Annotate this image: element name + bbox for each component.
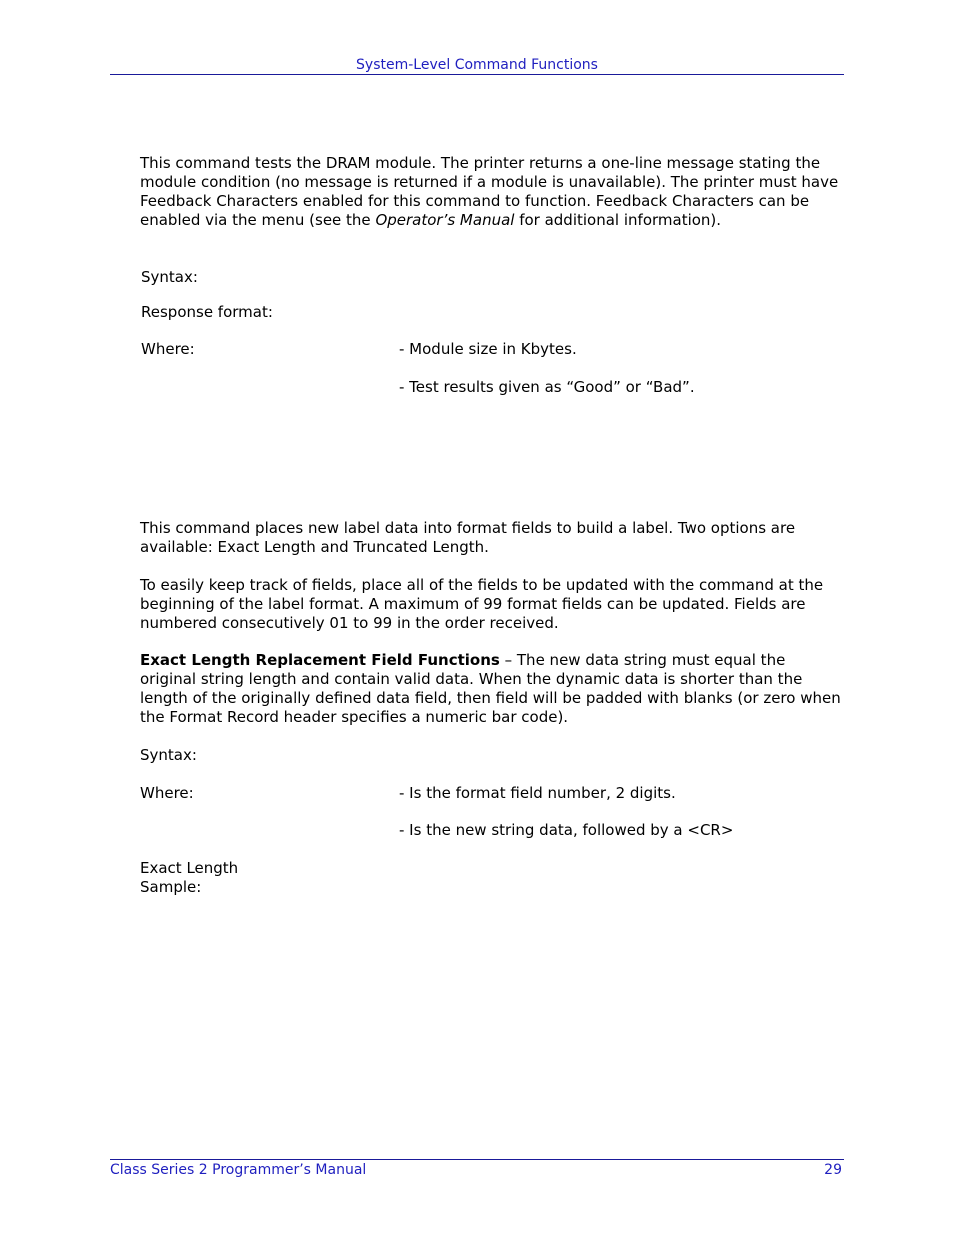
replacement-field-intro: This command places new label data into format fields to build a label. Two options are available: Exact Length and Truncated Length.	[140, 519, 796, 556]
syntax-label-2: Syntax:	[140, 746, 197, 764]
sample-label-line-1: Exact Length	[140, 859, 239, 877]
operators-manual-reference: Operator’s Manual	[375, 211, 515, 229]
page-number: 29	[824, 1162, 842, 1178]
footer-manual-title: Class Series 2 Programmer’s Manual	[110, 1162, 367, 1178]
where-item-field-number: - Is the format field number, 2 digits.	[399, 784, 676, 802]
where-label: Where:	[141, 340, 195, 358]
dram-test-description	[140, 154, 844, 230]
response-format-label: Response format:	[141, 303, 273, 321]
where-item-string-data: - Is the new string data, followed by a <CR>	[399, 821, 734, 839]
where-label-2: Where:	[140, 784, 194, 802]
where-item-module-size: - Module size in Kbytes.	[399, 340, 577, 358]
field-tracking-paragraph: To easily keep track of fields, place all of the fields to be updated with the command at the beginning of the label format. A maximum of 99 format fields can be updated. Fields are numbered consecutively 01 to 99 in the order received.	[140, 576, 824, 632]
where-item-test-results: - Test results given as “Good” or “Bad”.	[399, 378, 695, 396]
exact-length-description: – The new data string must equal the original string length and contain valid data. When the dynamic data is shorter than the length of the originally defined data field, then field will be padded with blanks (or zero when the Format Record header specifies a numeric bar code).	[140, 651, 841, 726]
exact-length-sample-label	[140, 859, 238, 897]
sample-label-line-2: Sample:	[140, 878, 202, 896]
dram-desc-part-b: for additional information).	[514, 211, 722, 229]
dram-desc-part-a: This command tests the DRAM module. The printer returns a one-line message stating the module condition (no message is returned if a module is unavailable). The printer must have Feedback Characters enabled for this command to function. Feedback Characters can be enabled via the menu (see the	[140, 154, 839, 229]
exact-length-heading: Exact Length Replacement Field Functions	[140, 651, 500, 669]
running-header: System-Level Command Functions	[356, 57, 598, 73]
footer-rule	[110, 1159, 844, 1160]
syntax-label: Syntax:	[141, 268, 198, 286]
exact-length-paragraph	[140, 651, 844, 727]
header-rule	[110, 74, 844, 75]
